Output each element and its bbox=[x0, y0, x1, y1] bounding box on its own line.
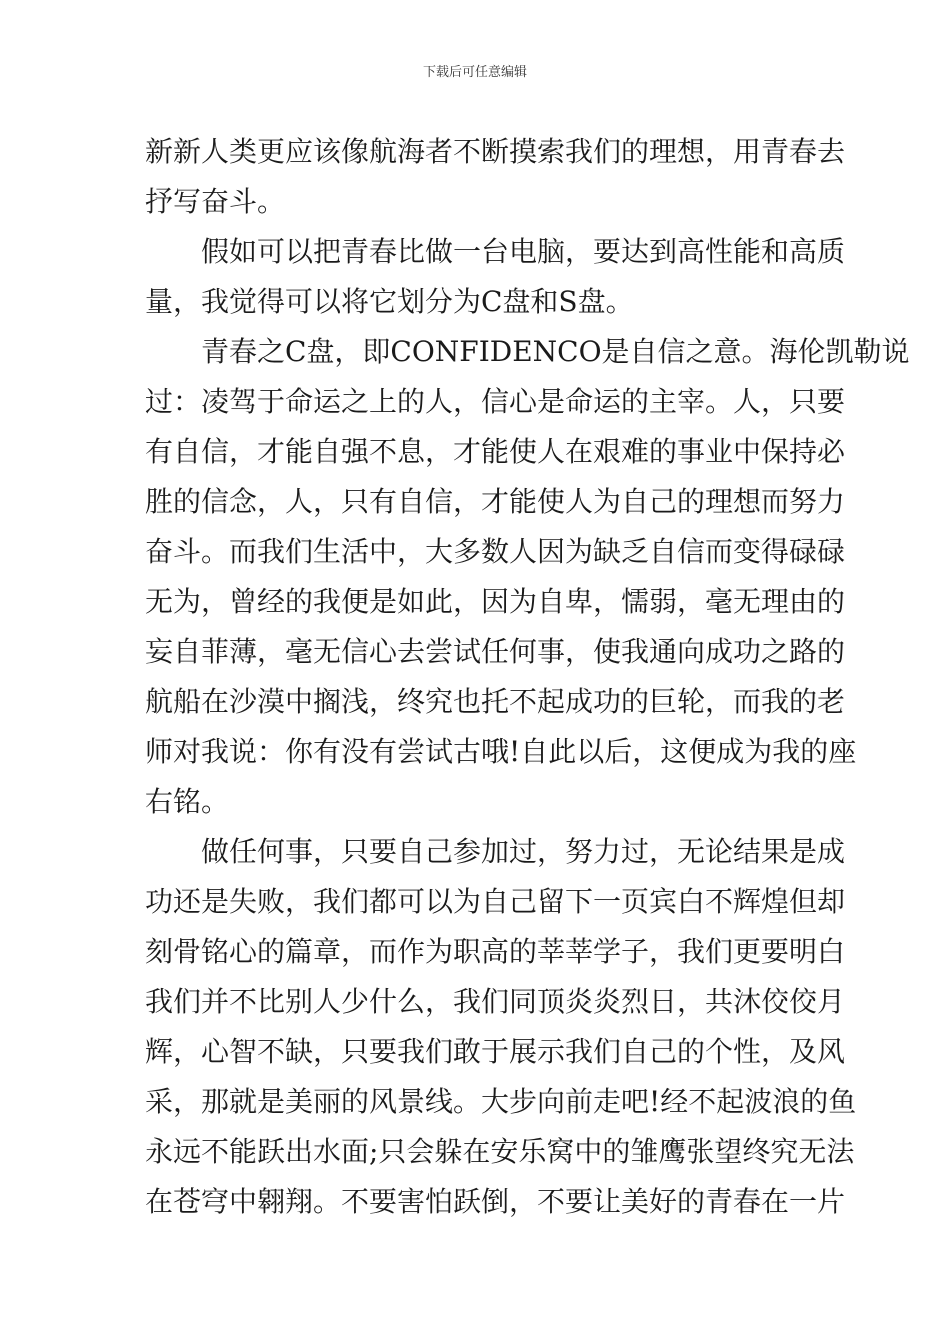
text-line: 妄自菲薄，毫无信心去尝试任何事，使我通向成功之路的 bbox=[145, 635, 846, 668]
text-line: 新新人类更应该像航海者不断摸索我们的理想，用青春去 bbox=[145, 135, 846, 168]
text-line: 假如可以把青春比做一台电脑，要达到高性能和高质 bbox=[201, 235, 846, 268]
text-line: 有自信，才能自强不息，才能使人在艰难的事业中保持必 bbox=[145, 435, 846, 468]
text-line: 青春之C盘，即CONFIDENCO是自信之意。海伦凯勒说 bbox=[201, 335, 910, 368]
paragraph bbox=[145, 227, 846, 327]
text-line: 永远不能跃出水面;只会躲在安乐窝中的雏鹰张望终究无法 bbox=[145, 1135, 855, 1168]
text-line: 抒写奋斗。 bbox=[145, 185, 286, 218]
text-line: 采，那就是美丽的风景线。大步向前走吧!经不起波浪的鱼 bbox=[145, 1085, 857, 1118]
text-line: 师对我说：你有没有尝试古哦!自此以后，这便成为我的座 bbox=[145, 735, 857, 768]
text-line: 我们并不比别人少什么，我们同顶炎炎烈日，共沐佼佼月 bbox=[145, 985, 846, 1018]
text-line: 功还是失败，我们都可以为自己留下一页宾白不辉煌但却 bbox=[145, 885, 846, 918]
text-line: 过：凌驾于命运之上的人，信心是命运的主宰。人，只要 bbox=[145, 385, 846, 418]
text-line: 航船在沙漠中搁浅，终究也托不起成功的巨轮，而我的老 bbox=[145, 685, 846, 718]
text-line: 右铭。 bbox=[145, 785, 230, 818]
document-body bbox=[145, 127, 910, 1227]
paragraph bbox=[145, 827, 857, 1227]
paragraph bbox=[145, 127, 846, 227]
text-line: 胜的信念，人，只有自信，才能使人为自己的理想而努力 bbox=[145, 485, 846, 518]
page-header: 下载后可任意编辑 bbox=[422, 65, 527, 80]
text-line: 辉，心智不缺，只要我们敢于展示我们自己的个性，及风 bbox=[145, 1035, 846, 1068]
text-line: 在苍穹中翱翔。不要害怕跃倒，不要让美好的青春在一片 bbox=[145, 1185, 846, 1218]
text-line: 量，我觉得可以将它划分为C盘和S盘。 bbox=[145, 285, 634, 318]
text-line: 奋斗。而我们生活中，大多数人因为缺乏自信而变得碌碌 bbox=[145, 535, 846, 568]
paragraph bbox=[145, 327, 910, 827]
text-line: 无为，曾经的我便是如此，因为自卑，懦弱，毫无理由的 bbox=[145, 585, 846, 618]
text-line: 刻骨铭心的篇章，而作为职高的莘莘学子，我们更要明白 bbox=[145, 935, 846, 968]
text-line: 做任何事，只要自己参加过，努力过，无论结果是成 bbox=[201, 835, 846, 868]
